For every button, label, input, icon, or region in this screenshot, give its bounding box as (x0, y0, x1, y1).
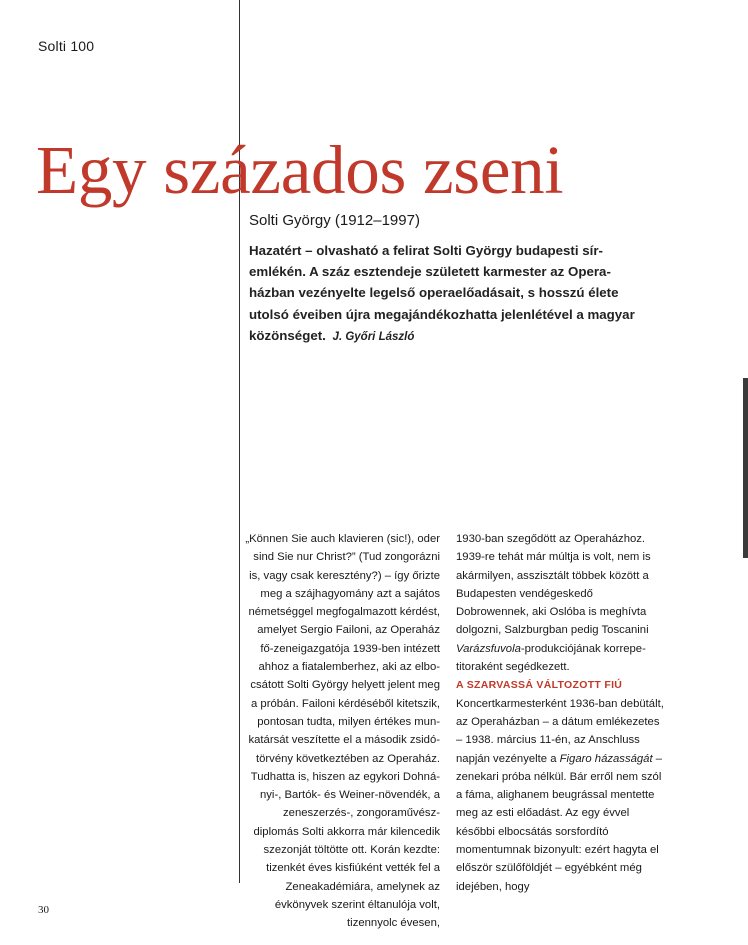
text-run: Koncertkarmesterként 1936-ban debütált, az Operaházban – a dátum emlékezetes – 1938. március 11-én, az Anschluss napján vezényelte a (456, 697, 664, 765)
body-paragraph (456, 530, 666, 676)
text-run: -produkciójának korrepetitoraként segédkezett. (456, 642, 646, 674)
article-subtitle: Solti György (1912–1997) (249, 212, 420, 229)
text-run: 1930-ban szegődött az Operaházhoz. 1939-re tehát már múltja is volt, nem is akármilyen, asszisztált többek között a Budapesten vendégeskedő Dobrowennek, aki Oslóba is meghívta dolgozni, Salzburgban pedig Toscanini (456, 533, 651, 637)
section-label: Solti 100 (38, 38, 95, 54)
italic-title: Figaro házasságát (559, 752, 653, 765)
body-column-1 (244, 530, 440, 933)
section-subhead: A SZARVASSÁ VÁLTOZOTT FIÚ (456, 679, 623, 692)
page-number: 30 (38, 904, 49, 916)
lead-text: Hazatért – olvasható a felirat Solti György budapesti síremlékén. A száz esztendeje született karmester az Operaházban vezényelte legelső operaelőadásait, s hosszú élete utolsó éveiben újra megajándékozhatta jelenlétével a magyar közönséget. (249, 243, 635, 343)
article-title: Egy százados zseni (36, 132, 564, 208)
page-edge-tab (743, 378, 748, 558)
text-run: – zenekari próba nélkül. Bár erről nem szól a fáma, alighanem beugrással mentette meg az esti előadást. Az egy évvel későbbi elbocsátás sorsfordító momentumnak bizonyult: ezért hagyta el először szülőföldjét – egyébként még idejében, hogy (456, 752, 663, 893)
italic-title: Varázsfuvola (456, 642, 521, 655)
lead-paragraph (249, 240, 644, 348)
body-paragraph (456, 695, 666, 896)
body-column-2 (456, 530, 666, 896)
author-byline: J. Győri László (332, 330, 415, 343)
body-paragraph: „Können Sie auch klavieren (sic!), oder sind Sie nur Christ?” (Tud zongorázni is, vagy csak keresztény?) – így őrizte meg a szájhagyomány azt a sajátos németséggel megfogalmazott kérdést, amelyet Sergio Failoni, az Operaház fő-zeneigazgatója 1939-ben intézett ahhoz a fiatalemberhez, aki az elbocsátott Solti György helyett jelent meg a próbán. Failoni kérdéséből kitetszik, pontosan tudta, milyen értékes munkatársát veszítette el a második zsidótörvény következtében az Operaház. Tudhatta is, hiszen az egykori Dohnányi-, Bartók- és Weiner-növendék, a zeneszerzés-, zongoraművész-diplomás Solti akkorra már kilencedik szezonját töltötte ott. Korán kezdte: tizenkét éves kisfiúként vették fel a Zeneakadémiára, amelynek az évkönyvek szerint éltanulója volt, tizennyolc évesen, (245, 533, 440, 930)
